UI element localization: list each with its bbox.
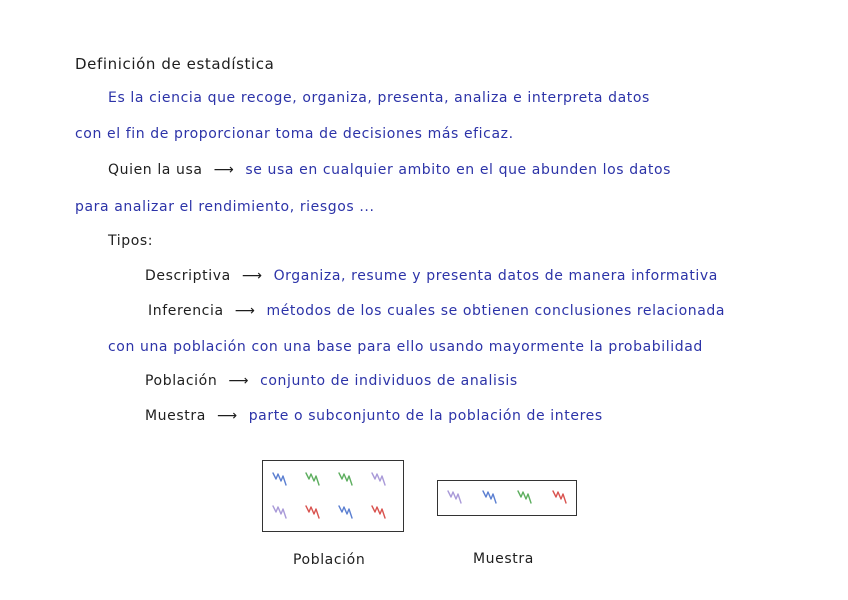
- individual-squiggle-icon: [551, 488, 569, 506]
- individual-squiggle-icon: [370, 503, 388, 521]
- type-definition: conjunto de individuos de analisis: [260, 373, 518, 389]
- type-definition: Organiza, resume y presenta datos de manera informativa: [273, 268, 718, 284]
- types-heading: Tipos:: [108, 233, 154, 249]
- page-title: Definición de estadística: [75, 55, 275, 73]
- type-row-inferencia: [148, 303, 725, 319]
- individual-squiggle-icon: [271, 503, 289, 521]
- type-definition-cont: con una población con una base para ello usando mayormente la probabilidad: [108, 339, 703, 355]
- type-definition: parte o subconjunto de la población de interes: [248, 408, 603, 424]
- type-row-muestra: [145, 408, 603, 424]
- type-term: Inferencia: [148, 303, 224, 319]
- individual-squiggle-icon: [304, 470, 322, 488]
- type-definition: métodos de los cuales se obtienen conclusiones relacionada: [266, 303, 726, 319]
- sample-caption: Muestra: [473, 551, 534, 567]
- type-row-poblacion: [145, 373, 518, 389]
- type-term: Muestra: [145, 408, 206, 424]
- arrow-icon: ⟶: [213, 162, 235, 178]
- definition-line-2: con el fin de proporcionar toma de decisiones más eficaz.: [75, 126, 514, 142]
- arrow-icon: ⟶: [216, 408, 238, 424]
- type-row-descriptiva: [145, 268, 718, 284]
- individual-squiggle-icon: [481, 488, 499, 506]
- individual-squiggle-icon: [337, 503, 355, 521]
- arrow-icon: ⟶: [228, 373, 250, 389]
- individual-squiggle-icon: [370, 470, 388, 488]
- usage-row: [108, 162, 671, 178]
- individual-squiggle-icon: [337, 470, 355, 488]
- individual-squiggle-icon: [271, 470, 289, 488]
- usage-text-cont: para analizar el rendimiento, riesgos ...: [75, 199, 375, 215]
- definition-line-1: Es la ciencia que recoge, organiza, presenta, analiza e interpreta datos: [108, 90, 650, 106]
- type-term: Población: [145, 373, 218, 389]
- usage-label: Quien la usa: [108, 162, 203, 178]
- usage-text: se usa en cualquier ambito en el que abunden los datos: [245, 162, 672, 178]
- population-caption: Población: [293, 552, 366, 568]
- individual-squiggle-icon: [446, 488, 464, 506]
- sample-box: [437, 480, 577, 516]
- arrow-icon: ⟶: [234, 303, 256, 319]
- type-term: Descriptiva: [145, 268, 231, 284]
- population-box: [262, 460, 404, 532]
- individual-squiggle-icon: [304, 503, 322, 521]
- individual-squiggle-icon: [516, 488, 534, 506]
- arrow-icon: ⟶: [241, 268, 263, 284]
